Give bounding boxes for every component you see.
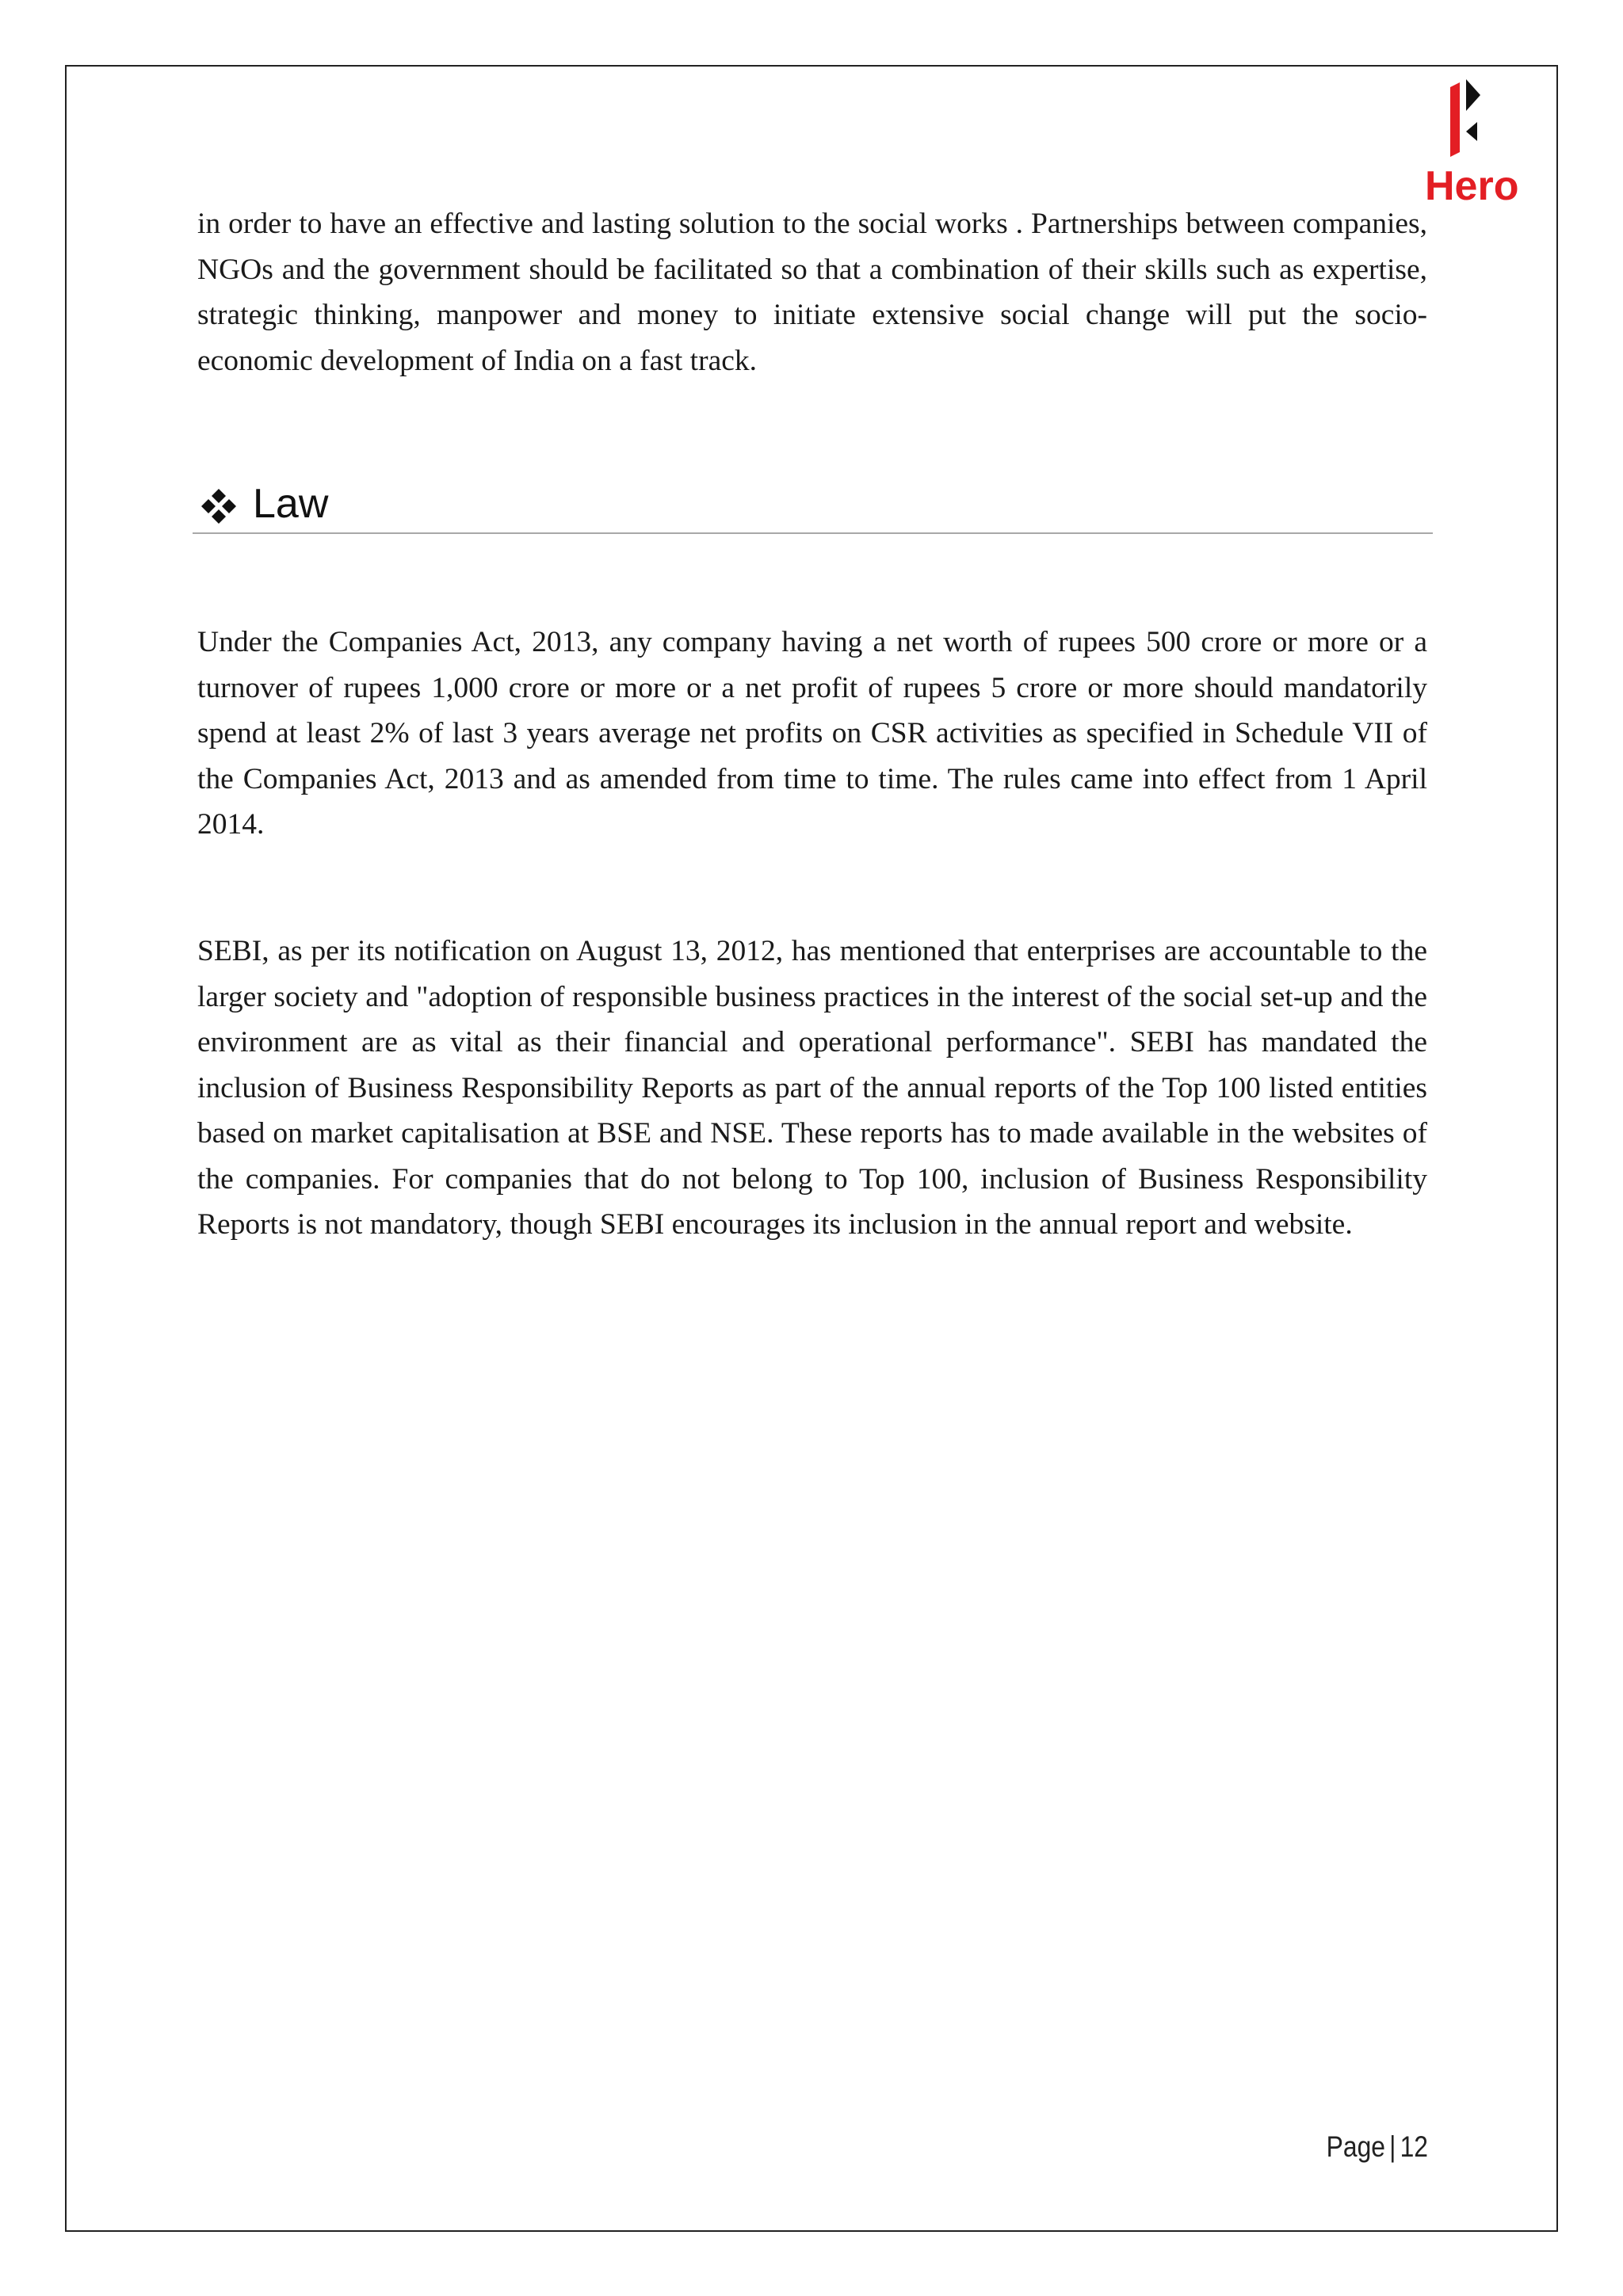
intro-paragraph: in order to have an effective and lasting solution to the social works . Partnerships between companies, NGOs and the government should be facilitated so that a combination of their skills such as expertise, strategic thinking, manpower and money to initiate extensive social change will put the socio-economic development of India on a fast track. xyxy=(197,208,1427,377)
hero-logo-mark xyxy=(1419,73,1522,208)
hero-logo-text: Hero xyxy=(1425,163,1519,208)
intro-block xyxy=(197,201,1427,383)
page-label: Page xyxy=(1326,2130,1386,2163)
law-paragraph-sebi: SEBI, as per its notification on August 13, 2012, has mentioned that enterprises are accountable to the larger society and "adoption of responsible business practices in the interest of the social set-up and the environment are as vital as their financial and operational performance". SEBI has mandated the inclusion of Business Responsibility Reports as part of the annual reports of the Top 100 listed entities based on market capitalisation at BSE and NSE. These reports has to made available in the websites of the companies. For companies that do not belong to Top 100, inclusion of Business Responsibility Reports is not mandatory, though SEBI encourages its inclusion in the annual report and website. xyxy=(197,935,1427,1241)
law-paragraph-block-1 xyxy=(197,620,1427,848)
section-title: Law xyxy=(253,481,329,527)
page-footer xyxy=(1326,2127,1428,2167)
law-paragraph-companies-act: Under the Companies Act, 2013, any company having a net worth of rupees 500 crore or more or a turnover of rupees 1,000 crore or more or a net profit of rupees 5 crore or more should mandatorily spend at least 2% of last 3 years average net profits on CSR activities as specified in Schedule VII of the Companies Act, 2013 and as amended from time to time. The rules came into effect from 1 April 2014. xyxy=(197,626,1427,841)
law-paragraph-block-2 xyxy=(197,929,1427,1248)
hero-logo xyxy=(1419,73,1522,208)
four-diamond-bullet-icon xyxy=(200,488,237,524)
page-number: 12 xyxy=(1400,2130,1428,2163)
page-separator: | xyxy=(1389,2130,1396,2163)
section-heading-law xyxy=(193,474,1433,534)
